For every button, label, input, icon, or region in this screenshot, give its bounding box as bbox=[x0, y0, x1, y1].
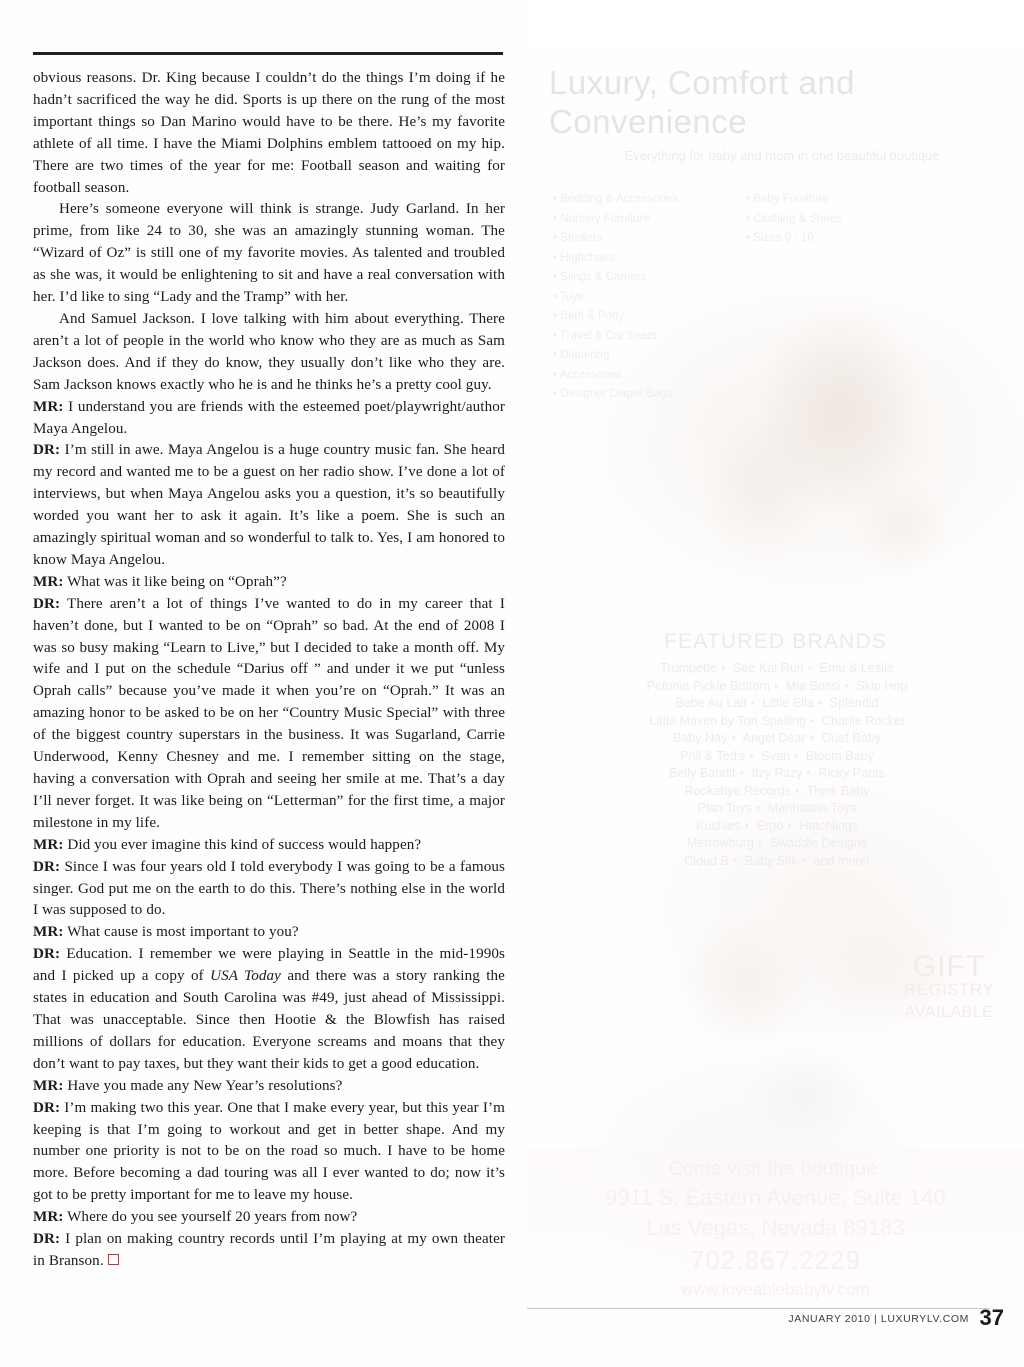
brand-name: Charlie Rocket bbox=[821, 713, 905, 728]
ad-category-item: • Sizes 0 - 10 bbox=[746, 229, 921, 249]
brand-name: Petunia Pickle Bottom bbox=[646, 678, 770, 693]
brand-name: Bloom Baby bbox=[805, 748, 874, 763]
brand-name: Mia Bossi bbox=[785, 678, 841, 693]
brand-name: Itzy Ritzy bbox=[751, 766, 803, 780]
qa-text: I plan on making country records until I’m playing at my own theater in Branson. bbox=[33, 1231, 505, 1269]
brand-name: Belly Bandit bbox=[669, 766, 736, 780]
brand-name: See Kai Run bbox=[733, 661, 804, 675]
brand-name: Little Ella bbox=[762, 696, 814, 710]
qa-paragraph bbox=[33, 1076, 505, 1098]
qa-paragraph bbox=[33, 1207, 505, 1229]
qa-text: What cause is most important to you? bbox=[63, 924, 299, 941]
qa-text: Since I was four years old I told everybody I was going to be a famous singer. God put me on the earth to do this. There’s nothing else in the world I was supposed to do. bbox=[33, 858, 505, 919]
ad-category-item: • Baby Furniture bbox=[746, 190, 921, 210]
brand-name: Bebe Au Lait bbox=[675, 696, 747, 710]
brand-name: Cloud B bbox=[684, 853, 729, 868]
footer-divider-rule bbox=[527, 1308, 990, 1309]
ad-category-item: • Clothing & Shoes bbox=[746, 210, 921, 230]
speaker-label: MR: bbox=[33, 1077, 64, 1094]
qa-text: There aren’t a lot of things I’ve wanted to do in my career that I haven’t done, but I wanted to be on “Oprah” so bad. At the end of 2008 I was so busy making “Learn to Live,” but I decided to take a month off. My wife and I put on the schedule “Darius off ” and under it we put “unless Oprah calls” because you’ve made it when you’re on “Oprah.” It was an amazing honor to be asked to be on her “Country Music Special” with three of the biggest country superstars in the business. It was Sugarland, Carrie Underwood, Kenny Chesney and me. I remember sitting on the stage, having a conversation with Oprah and seeing her smile at me. That’s a day I’ll never forget. It was like being on “Letterman” for the first time, a major milestone in my life. bbox=[33, 595, 505, 831]
brand-name: Ricky Pants bbox=[818, 766, 885, 780]
qa-text: I understand you are friends with the esteemed poet/playwright/author Maya Angelou. bbox=[33, 398, 505, 437]
ad-headline: Luxury, Comfort and Convenience bbox=[549, 64, 856, 140]
qa-paragraph bbox=[33, 835, 505, 857]
speaker-label: DR: bbox=[33, 442, 61, 459]
brand-name: Little Maven by Tori Spelling bbox=[649, 713, 807, 728]
ad-brand-list: Trumpette • See Kai Run • Emu & Leslie Petunia Pickle Bottom • Mia Bossi • Skip Hop Bebe Au Lait • Little Ella • Splendid Little Maven by Tori Spelling • Charlie Rocket Baby Nay • Angel Dear • Ouef Baby Phil & Ted's • Svan • Bloom Baby Belly Bandit • Itzy Ritzy • Ricky Pants Rockabye Records • Think Baby Plan Toys • Manhattan Toys Kushies • Ergo • Hatchlings Merrowburg • Swaddle Designs Cloud B • Baby Silk • and more! bbox=[646, 661, 908, 868]
brand-name: Splendid bbox=[829, 696, 879, 710]
ad-category-lists bbox=[553, 190, 1003, 405]
qa-paragraph bbox=[33, 572, 505, 594]
issue-footer-text: JANUARY 2010 | LUXURYLV.COM bbox=[788, 1313, 969, 1325]
qa-text: Did you ever imagine this kind of success would happen? bbox=[63, 836, 422, 853]
ad-address-line-2: Las Vegas, Nevada 89183 bbox=[646, 1215, 905, 1240]
brand-name: and more! bbox=[813, 853, 870, 868]
qa-paragraph bbox=[33, 857, 505, 923]
ad-featured-brands-heading: FEATURED BRANDS bbox=[664, 630, 887, 653]
qa-paragraph-with-citation bbox=[33, 944, 505, 1075]
brand-name: Svan bbox=[761, 748, 790, 763]
qa-paragraph bbox=[33, 440, 505, 571]
speaker-label: DR: bbox=[33, 1099, 61, 1116]
qa-text-after: and there was a story ranking the states in education and South Carolina was #49, just ahead of Mississippi. That was unacceptable. Since then Hootie & the Blowfish has raised millions of dollars for education. Everyone screams and moans that they don’t want to pay taxes, but they want their kids to get a good education. bbox=[33, 968, 505, 1072]
ad-category-column-1 bbox=[553, 190, 728, 405]
speaker-label: MR: bbox=[33, 1209, 64, 1226]
gift-registry-line-1: GIFT bbox=[912, 950, 986, 983]
ad-category-item: • Strollers bbox=[553, 229, 728, 249]
speaker-label: MR: bbox=[33, 836, 64, 853]
qa-text: I’m making two this year. One that I make every year, but this year I’m keeping is that I’m going to workout and get in better shape. And my number one priority is not to be on the road so much. I have to be home more. Before becoming a dad touring was all I ever wanted to do; now it’s got to be pretty important for me to leave my house. bbox=[33, 1099, 505, 1204]
paragraph: Here’s someone everyone will think is strange. Judy Garland. In her prime, from like 24 to 30, she was an amazingly stunning woman. The “Wizard of Oz” is still one of my favorite movies. As talented and troubled as she was, it would be enlightening to sit and have a real conversation with her. I’d like to sing “Lady and the Tramp” with her. bbox=[33, 201, 505, 306]
ad-category-item: • Bath & Potty bbox=[553, 307, 728, 327]
qa-paragraph bbox=[33, 397, 505, 441]
gift-registry-line-2: REGISTRY bbox=[903, 980, 995, 999]
brand-name: Think Baby bbox=[806, 783, 870, 798]
ad-category-item: • Accessories bbox=[553, 366, 728, 386]
ad-contact-block bbox=[527, 1148, 1024, 1317]
qa-text: Where do you see yourself 20 years from now? bbox=[63, 1209, 358, 1226]
ad-category-item: • Bedding & Accessories bbox=[553, 190, 728, 210]
paragraph: obvious reasons. Dr. King because I couldn’t do the things I’m doing if he hadn’t sacrificed the way he did. Sports is up there on the rung of the most important things so Dan Marino would have to be there. He’s my favorite athlete of all time. I have the Miami Dolphins emblem tattooed on my hip. There are two times of the year for me: Football season and waiting for football season. bbox=[33, 70, 505, 196]
qa-text-before: Education. I remember we were playing in Seattle in the mid-1990s and I picked up a copy of bbox=[33, 946, 505, 985]
qa-paragraph bbox=[33, 922, 505, 944]
gift-registry-line-3: AVAILABLE bbox=[904, 1004, 994, 1021]
brand-name: Swaddle Designs bbox=[769, 836, 868, 850]
ad-website-url[interactable]: www.loveablebabylv.com bbox=[681, 1280, 870, 1299]
ad-address-line-1: 9911 S. Eastern Avenue, Suite 140 bbox=[605, 1185, 946, 1210]
ad-category-item: • Highchairs bbox=[553, 249, 728, 269]
ad-visit-line: Come visit the boutique: bbox=[668, 1158, 883, 1180]
speaker-label: MR: bbox=[33, 573, 64, 590]
page-number: 37 bbox=[979, 1305, 1004, 1330]
ad-category-item: • Slings & Carriers bbox=[553, 268, 728, 288]
ad-category-item: • Toys bbox=[553, 288, 728, 308]
brand-name: Skip Hop bbox=[856, 678, 908, 693]
speaker-label: DR: bbox=[33, 946, 61, 963]
ad-phone-number[interactable]: 702.867.2229 bbox=[689, 1245, 862, 1275]
speaker-label: DR: bbox=[33, 858, 61, 875]
gift-registry-badge bbox=[884, 950, 1014, 1024]
brand-name: Ergo bbox=[756, 818, 784, 833]
qa-paragraph bbox=[33, 594, 505, 835]
brand-name: Hatchlings bbox=[799, 818, 859, 833]
ad-subhead: Everything for baby and mom in one beautiful boutique bbox=[624, 148, 940, 163]
ad-category-item: • Travel & Car Seats bbox=[553, 327, 728, 347]
brand-name: Manhattan Toys bbox=[767, 801, 857, 815]
end-of-article-mark bbox=[108, 1254, 119, 1265]
ad-category-column-2 bbox=[746, 190, 921, 405]
brand-name: Angel Dear bbox=[742, 731, 806, 745]
qa-text: Have you made any New Year’s resolutions? bbox=[63, 1077, 343, 1094]
qa-text: What was it like being on “Oprah”? bbox=[63, 573, 287, 590]
article-body bbox=[33, 68, 505, 1273]
qa-text: I’m still in awe. Maya Angelou is a huge country music fan. She heard my record and wanted me to be a guest on her radio show. I’ve done a lot of interviews, but when Maya Angelou asks you a question, it’s so beautifully worded you want her to ask it again. It’s like a poem. She is such an amazingly spiritual woman and so wonderful to talk to. Yes, I am honored to know Maya Angelou. bbox=[33, 442, 505, 568]
speaker-label: MR: bbox=[33, 924, 64, 941]
qa-paragraph-final bbox=[33, 1229, 505, 1273]
speaker-label: DR: bbox=[33, 1231, 61, 1248]
brand-name: Merrowburg bbox=[686, 836, 754, 850]
speaker-label: DR: bbox=[33, 595, 61, 612]
brand-name: Trumpette bbox=[660, 661, 718, 675]
brand-name: Plan Toys bbox=[697, 801, 752, 815]
ad-category-item: • Diapering bbox=[553, 346, 728, 366]
brand-name: Baby Nay bbox=[672, 731, 728, 745]
brand-name: Rockabye Records bbox=[684, 783, 791, 798]
speaker-label: MR: bbox=[33, 398, 64, 415]
top-divider-rule bbox=[33, 52, 503, 55]
publication-title: USA Today bbox=[210, 968, 281, 985]
brand-name: Baby Silk bbox=[744, 853, 798, 868]
brand-name: Kushies bbox=[695, 818, 741, 833]
qa-paragraph bbox=[33, 1098, 505, 1208]
brand-name: Phil & Ted's bbox=[680, 748, 746, 763]
paragraph: And Samuel Jackson. I love talking with him about everything. There aren’t a lot of people in the world who know who they are as much as Sam Jackson does. And if they do know, they usually don’t like who they are. Sam Jackson knows exactly who he is and he thinks he’s a pretty cool guy. bbox=[33, 310, 505, 393]
ad-category-item: • Designer Diaper Bags bbox=[553, 385, 728, 405]
brand-name: Emu & Leslie bbox=[819, 661, 894, 675]
brand-name: Ouef Baby bbox=[821, 731, 882, 745]
ad-category-item: • Nursery Furniture bbox=[553, 210, 728, 230]
advertisement-panel bbox=[527, 0, 1024, 1320]
